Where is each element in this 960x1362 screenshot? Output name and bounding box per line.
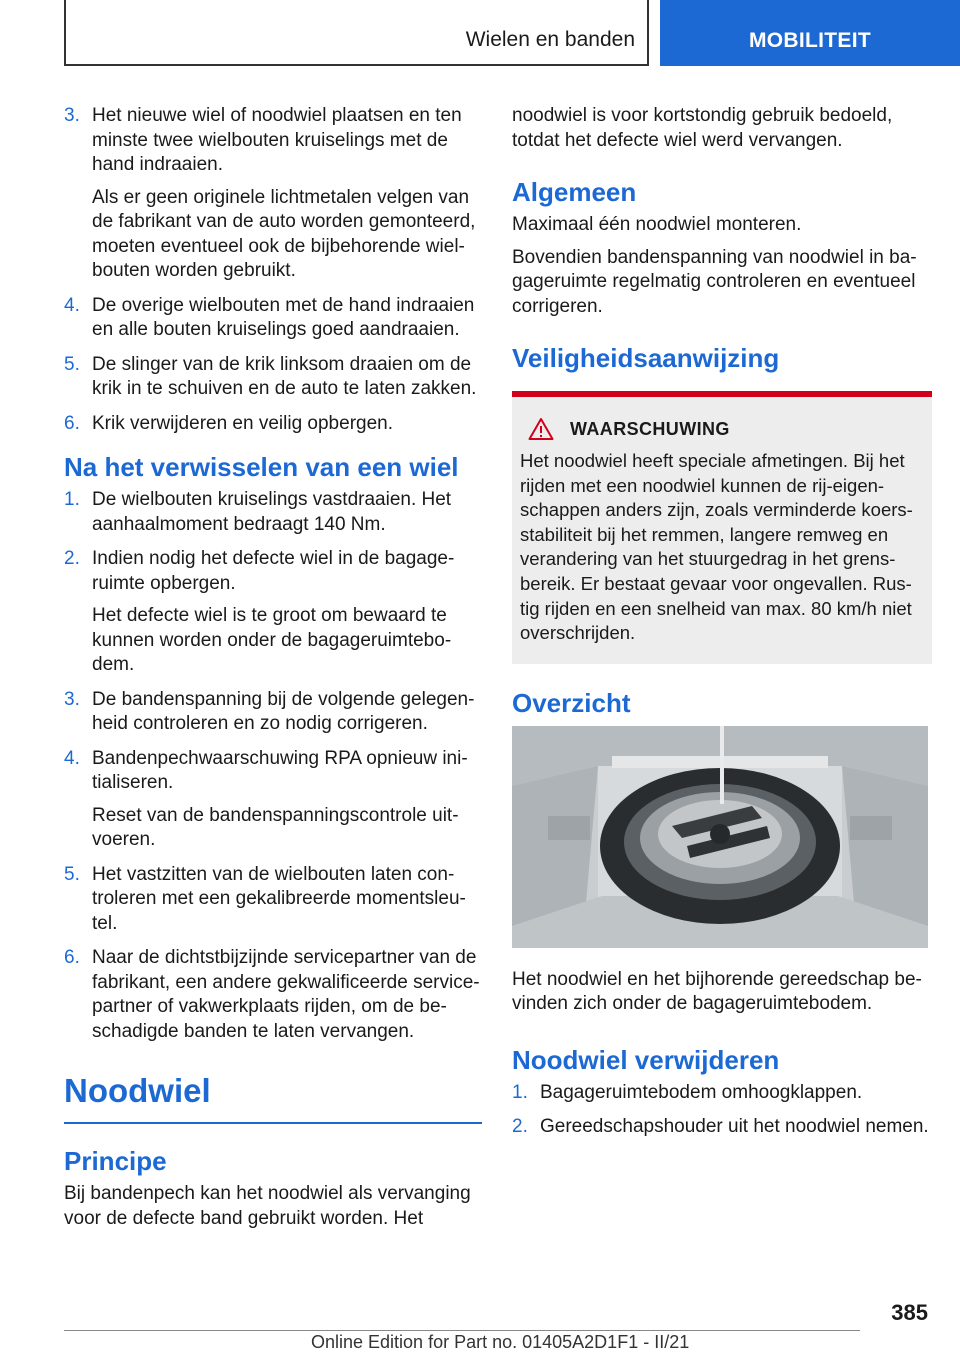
step-number: 1. xyxy=(64,489,80,510)
header-frame xyxy=(64,0,649,66)
step-text: Indien nodig het defecte wiel in de bagageruimte opbergen. xyxy=(92,548,455,594)
algemeen-text-1: Maximaal één noodwiel monteren. xyxy=(512,214,802,235)
right-column xyxy=(512,104,932,1150)
heading-principe: Principe xyxy=(64,1146,167,1176)
step-text: De overige wielbouten met de hand indraaien en alle bouten kruiselings goed aandraaien. xyxy=(92,294,475,340)
warning-header xyxy=(528,417,924,441)
step-text: Bandenpechwaarschuwing RPA opnieuw initialiseren. xyxy=(92,747,468,793)
principe-continued: noodwiel is voor kortstondig gebruik bedoeld, totdat het defecte wiel werd vervangen. xyxy=(512,105,893,151)
step-text: Krik verwijderen en veilig opbergen. xyxy=(92,412,393,434)
chapter-title: MOBILITEIT xyxy=(749,29,871,52)
section-title: Wielen en banden xyxy=(465,28,635,51)
step-list-change-wheel xyxy=(64,104,482,436)
list-item xyxy=(64,488,482,537)
chapter-heading-noodwiel: Noodwiel xyxy=(64,1072,482,1124)
step-number: 2. xyxy=(64,548,80,569)
warning-triangle-icon xyxy=(528,417,554,441)
list-item xyxy=(64,104,482,284)
step-number: 5. xyxy=(64,353,80,375)
heading-verwijderen: Noodwiel verwijderen xyxy=(512,1044,780,1075)
heading-veiligheid: Veiligheidsaanwijzing xyxy=(512,343,780,373)
list-item xyxy=(512,1081,932,1106)
step-list-after-change xyxy=(64,488,482,1044)
step-text: Bagageruimtebodem omhoogklappen. xyxy=(540,1081,863,1103)
list-item xyxy=(64,688,482,737)
edition-info: Online Edition for Part no. 01405A2D1F1 - II/21 xyxy=(311,1332,690,1352)
step-note: Het defecte wiel is te groot om bewaard te kunnen worden onder de bagageruimtebodem. xyxy=(92,605,452,675)
footer-divider xyxy=(64,1330,860,1331)
chapter-badge xyxy=(660,0,960,66)
step-number: 5. xyxy=(64,863,80,885)
list-item xyxy=(64,294,482,343)
heading-algemeen: Algemeen xyxy=(512,177,637,207)
step-number: 3. xyxy=(64,688,80,710)
heading-overzicht: Overzicht xyxy=(512,687,631,718)
step-text: De bandenspanning bij de volgende gelegenheid controleren en zo nodig corrigeren. xyxy=(92,688,475,734)
photo-caption: Het noodwiel en het bijhorende gereedschap bevinden zich onder de bagageruimtebodem. xyxy=(512,968,922,1015)
list-item xyxy=(64,547,482,678)
left-column xyxy=(64,104,482,1239)
warning-title: WAARSCHUWING xyxy=(570,418,730,439)
list-item xyxy=(64,412,482,437)
spare-wheel-photo xyxy=(512,726,928,948)
warning-text: Het noodwiel heeft speciale afmetingen. Bij het rijden met een noodwiel kunnen de rij-eigenschappen anders zijn, zoals verminderde koersstabiliteit bij het remmen, langere remweg en verandering van het stuurgedrag in het grensbereik. Er bestaat gevaar voor ongevallen. Rustig rijden en een snelheid van max. 80 km/h niet overschrijden. xyxy=(520,450,913,644)
list-item xyxy=(512,1115,932,1140)
step-text: Het vastzitten van de wielbouten laten controleren met een gekalibreerde momentsleutel. xyxy=(92,863,466,934)
step-text: Naar de dichtstbijzijnde servicepartner van de fabrikant, een andere gekwalificeerde servicepartner of vakwerkplaats rijden, om de beschadigde banden te laten vervangen. xyxy=(92,947,480,1042)
step-note: Reset van de bandenspanningscontrole uitvoeren. xyxy=(92,804,459,850)
step-number: 6. xyxy=(64,947,80,968)
warning-box xyxy=(512,391,932,664)
step-number: 2. xyxy=(512,1116,528,1138)
step-text: Het nieuwe wiel of noodwiel plaatsen en ten minste twee wielbouten kruiselings met de hand indraaien. xyxy=(92,105,462,175)
step-number: 4. xyxy=(64,747,80,769)
step-text: Gereedschapshouder uit het noodwiel nemen. xyxy=(540,1116,929,1138)
step-text: De slinger van de krik linksom draaien om de krik in te schuiven en de auto te laten zakken. xyxy=(92,353,477,399)
list-item xyxy=(64,863,482,937)
step-note: Als er geen originele lichtmetalen velgen van de fabrikant van de auto worden gemonteerd, moeten eventueel ook de bijbehorende wielbouten worden gebruikt. xyxy=(92,186,476,281)
step-number: 4. xyxy=(64,294,80,316)
heading-after-change: Na het verwisselen van een wiel xyxy=(64,452,459,482)
list-item xyxy=(64,946,482,1044)
principe-text: Bij bandenpech kan het noodwiel als vervanging voor de defecte band gebruikt worden. Het xyxy=(64,1183,471,1229)
page-number: 385 xyxy=(891,1300,928,1325)
algemeen-text-2: Bovendien bandenspanning van noodwiel in bagageruimte regelmatig controleren en eventueel corrigeren. xyxy=(512,246,917,317)
step-number: 1. xyxy=(512,1081,528,1103)
step-number: 6. xyxy=(64,412,80,434)
list-item xyxy=(64,353,482,402)
step-number: 3. xyxy=(64,105,80,126)
step-text: De wielbouten kruiselings vastdraaien. Het aanhaalmoment bedraagt 140 Nm. xyxy=(92,489,452,535)
list-item xyxy=(64,747,482,853)
step-list-remove xyxy=(512,1081,932,1140)
